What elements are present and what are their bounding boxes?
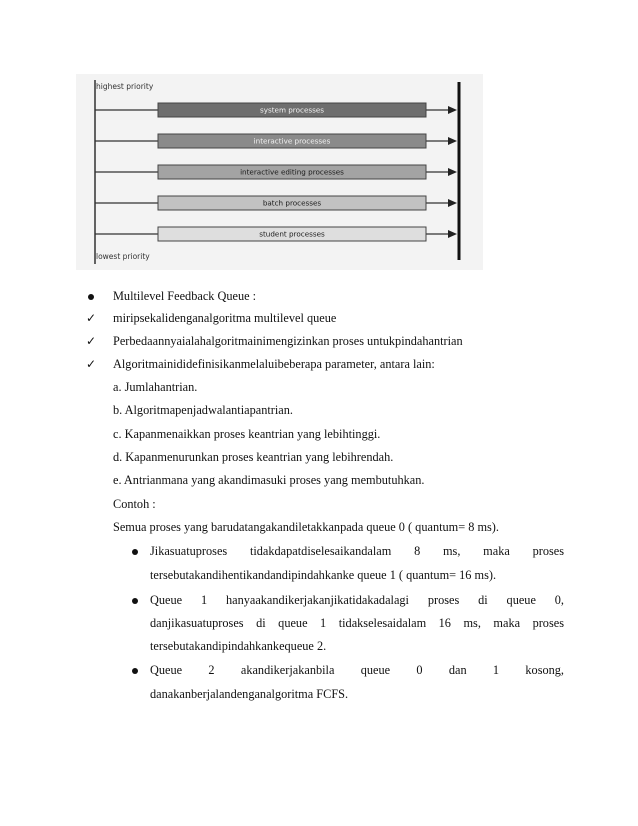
queue-label: interactive editing processes (240, 167, 344, 177)
check-icon: ✓ (86, 334, 97, 348)
example-intro: Semua proses yang barudatangakandiletakkanpada queue 0 ( quantum= 8 ms). (113, 520, 499, 534)
dot-bullet-icon (88, 294, 94, 300)
example-point-2-line-1: Queue 1 hanyaakandikerjakanjikatidakadalagi proses di queue 0, (150, 593, 564, 607)
dot-bullet-icon (132, 598, 138, 604)
queue-label: student processes (259, 229, 325, 239)
check-icon: ✓ (86, 357, 97, 371)
bullet-text-3: Perbedaannyaialahalgoritmainimengizinkan proses untukpindahantrian (113, 334, 463, 348)
dot-bullet-icon (132, 549, 138, 555)
example-point-3-line-2: danakanberjalandenganalgoritma FCFS. (150, 687, 349, 701)
queue-label: interactive processes (253, 136, 331, 146)
param-c: c. Kapanmenaikkan proses keantrian yang lebihtinggi. (113, 427, 381, 441)
mlfq-diagram (76, 74, 483, 270)
bullet-text-4: Algoritmainididefinisikanmelaluibeberapa parameter, antara lain: (113, 357, 435, 371)
highest-priority-label: highest priority (96, 82, 154, 91)
example-point-2-line-3: tersebutakandipindahkankequeue 2. (150, 639, 327, 653)
queue-label: system processes (259, 105, 325, 115)
example-label: Contoh : (113, 497, 156, 511)
queue-label: batch processes (262, 198, 322, 208)
bullet-text-1: Multilevel Feedback Queue : (113, 289, 257, 303)
param-e: e. Antrianmana yang akandimasuki proses yang membutuhkan. (113, 473, 425, 487)
param-d: d. Kapanmenurunkan proses keantrian yang lebihrendah. (113, 450, 394, 464)
bullet-text-2: miripsekalidenganalgoritma multilevel queue (113, 311, 337, 325)
check-icon: ✓ (86, 311, 97, 325)
example-point-1-line-2: tersebutakandihentikandandipindahkanke queue 1 ( quantum= 16 ms). (150, 568, 497, 582)
param-b: b. Algoritmapenjadwalantiapantrian. (113, 403, 293, 417)
dot-bullet-icon (132, 668, 138, 674)
lowest-priority-label: lowest priority (96, 252, 150, 261)
example-point-1-line-1: Jikasuatuproses tidakdapatdiselesaikandalam 8 ms, maka proses (150, 544, 564, 558)
example-point-3-line-1: Queue 2 akandikerjakanbila queue 0 dan 1 kosong, (150, 663, 564, 677)
mlfq-diagram-svg (76, 74, 483, 270)
example-point-2-line-2: danjikasuatuproses di queue 1 tidakselesaidalam 16 ms, maka proses (150, 616, 564, 630)
param-a: a. Jumlahantrian. (113, 380, 198, 394)
